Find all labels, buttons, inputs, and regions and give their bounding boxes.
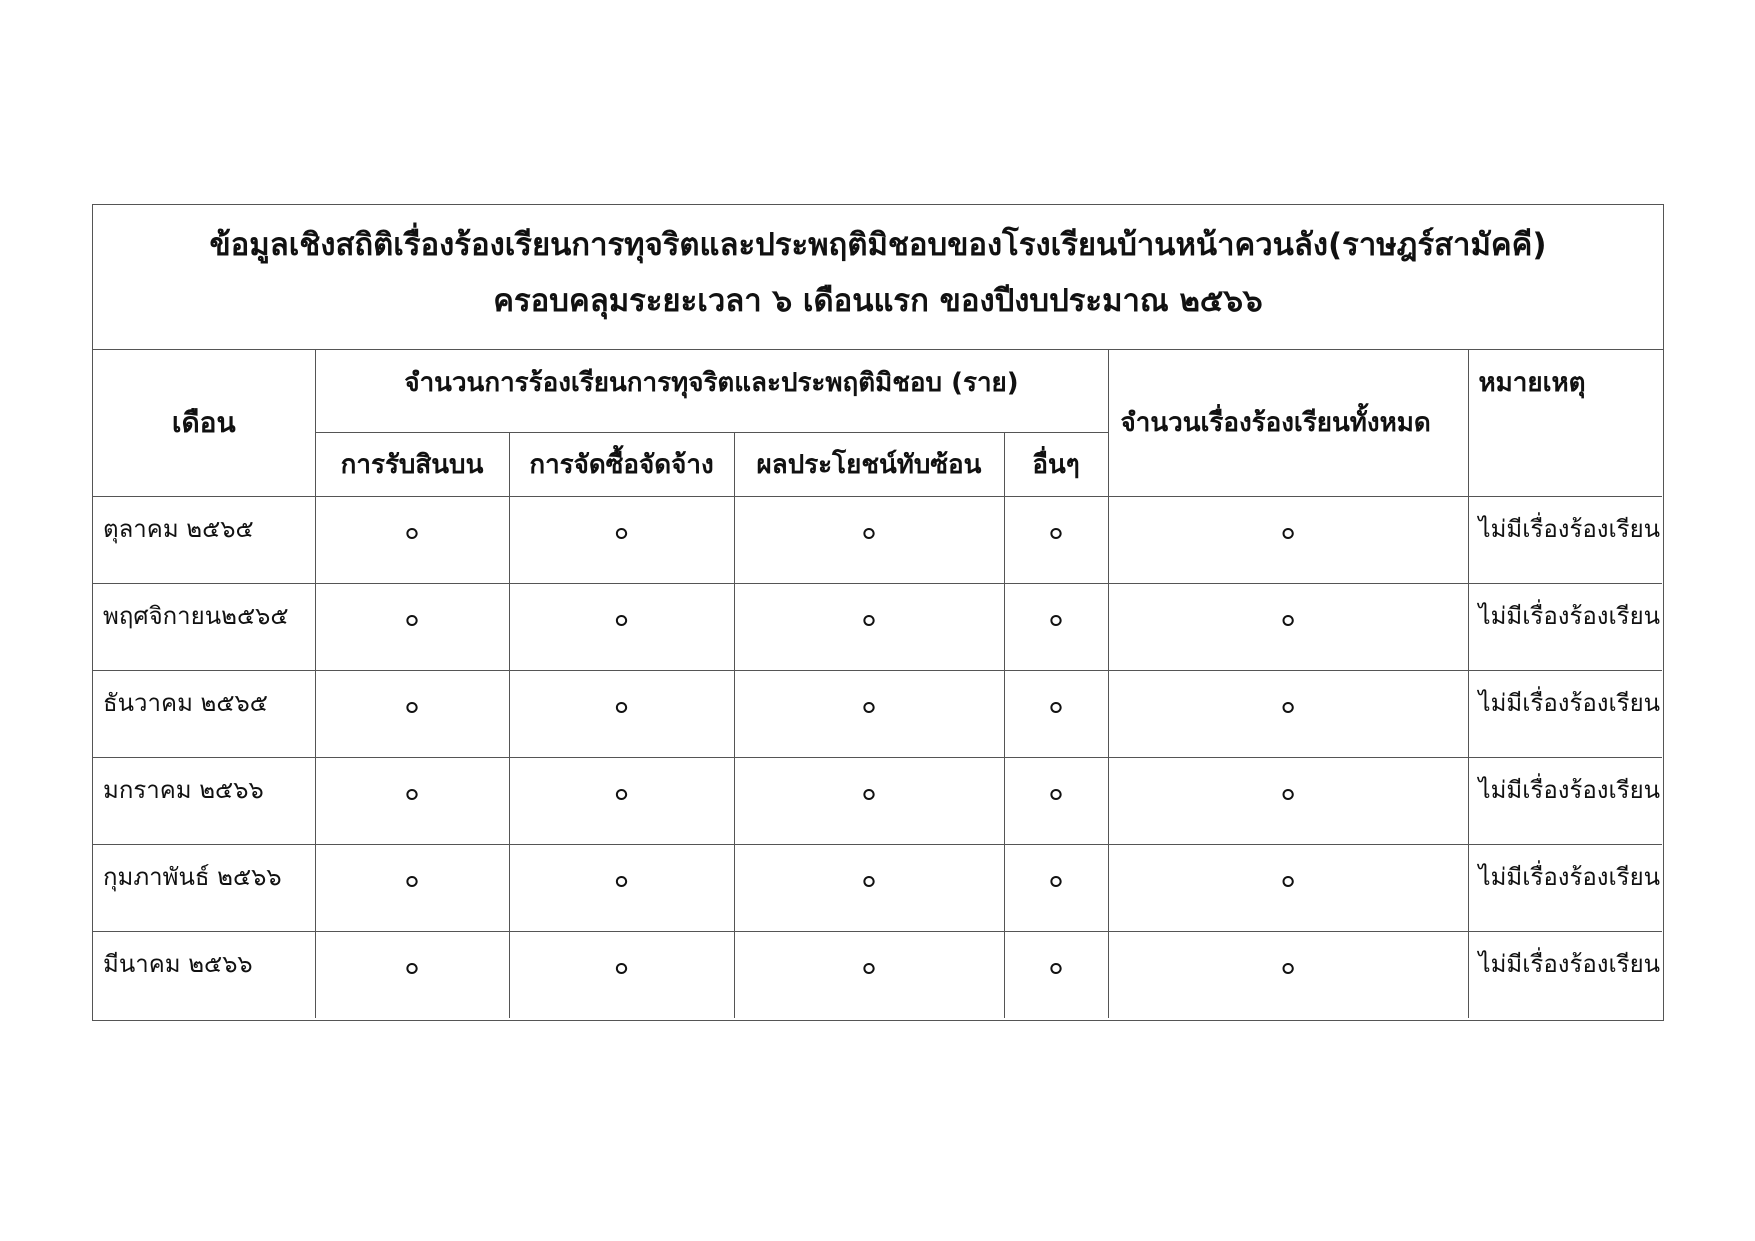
procurement-count: ๐ (509, 844, 734, 931)
header-remarks: หมายเหตุ (1468, 350, 1662, 496)
header-total-complaints: จำนวนเรื่องร้องเรียนทั้งหมด (1108, 350, 1468, 496)
table-row (93, 670, 1662, 757)
conflict-count: ๐ (734, 931, 1004, 1018)
other-count: ๐ (1004, 931, 1108, 1018)
month-cell: กุมภาพันธ์ ๒๕๖๖ (93, 844, 315, 931)
table-row (93, 496, 1662, 583)
statistics-document (92, 204, 1664, 1021)
other-count: ๐ (1004, 496, 1108, 583)
header-conflict-of-interest: ผลประโยชน์ทับซ้อน (734, 432, 1004, 496)
table-row (93, 844, 1662, 931)
other-count: ๐ (1004, 670, 1108, 757)
month-cell: มกราคม ๒๕๖๖ (93, 757, 315, 844)
remark-cell: ไม่มีเรื่องร้องเรียน (1468, 757, 1662, 844)
header-month: เดือน (93, 350, 315, 496)
table-row (93, 757, 1662, 844)
procurement-count: ๐ (509, 670, 734, 757)
procurement-count: ๐ (509, 583, 734, 670)
complaint-statistics-table (93, 350, 1662, 1018)
month-cell: มีนาคม ๒๕๖๖ (93, 931, 315, 1018)
bribery-count: ๐ (315, 844, 509, 931)
total-count: ๐ (1108, 583, 1468, 670)
bribery-count: ๐ (315, 757, 509, 844)
other-count: ๐ (1004, 844, 1108, 931)
remark-cell: ไม่มีเรื่องร้องเรียน (1468, 670, 1662, 757)
table-row (93, 583, 1662, 670)
header-complaint-count-group: จำนวนการร้องเรียนการทุจริตและประพฤติมิชอบ (ราย) (315, 350, 1108, 432)
other-count: ๐ (1004, 583, 1108, 670)
total-count: ๐ (1108, 931, 1468, 1018)
bribery-count: ๐ (315, 496, 509, 583)
bribery-count: ๐ (315, 583, 509, 670)
title-block (93, 205, 1663, 350)
remark-cell: ไม่มีเรื่องร้องเรียน (1468, 583, 1662, 670)
other-count: ๐ (1004, 757, 1108, 844)
bribery-count: ๐ (315, 670, 509, 757)
total-count: ๐ (1108, 496, 1468, 583)
procurement-count: ๐ (509, 931, 734, 1018)
remark-cell: ไม่มีเรื่องร้องเรียน (1468, 496, 1662, 583)
remark-cell: ไม่มีเรื่องร้องเรียน (1468, 931, 1662, 1018)
remark-cell: ไม่มีเรื่องร้องเรียน (1468, 844, 1662, 931)
conflict-count: ๐ (734, 496, 1004, 583)
conflict-count: ๐ (734, 583, 1004, 670)
header-other: อื่นๆ (1004, 432, 1108, 496)
document-title: ข้อมูลเชิงสถิติเรื่องร้องเรียนการทุจริตและประพฤติมิชอบของโรงเรียนบ้านหน้าควนลัง(ราษฎร์สามัคคี) (209, 227, 1547, 263)
month-cell: ธันวาคม ๒๕๖๕ (93, 670, 315, 757)
table-row (93, 931, 1662, 1018)
bribery-count: ๐ (315, 931, 509, 1018)
procurement-count: ๐ (509, 757, 734, 844)
header-procurement: การจัดซื้อจัดจ้าง (509, 432, 734, 496)
total-count: ๐ (1108, 757, 1468, 844)
procurement-count: ๐ (509, 496, 734, 583)
month-cell: ตุลาคม ๒๕๖๕ (93, 496, 315, 583)
document-subtitle: ครอบคลุมระยะเวลา ๖ เดือนแรก ของปีงบประมาณ ๒๕๖๖ (493, 283, 1263, 319)
total-count: ๐ (1108, 670, 1468, 757)
conflict-count: ๐ (734, 757, 1004, 844)
month-cell: พฤศจิกายน๒๕๖๕ (93, 583, 315, 670)
conflict-count: ๐ (734, 670, 1004, 757)
conflict-count: ๐ (734, 844, 1004, 931)
total-count: ๐ (1108, 844, 1468, 931)
header-bribery: การรับสินบน (315, 432, 509, 496)
